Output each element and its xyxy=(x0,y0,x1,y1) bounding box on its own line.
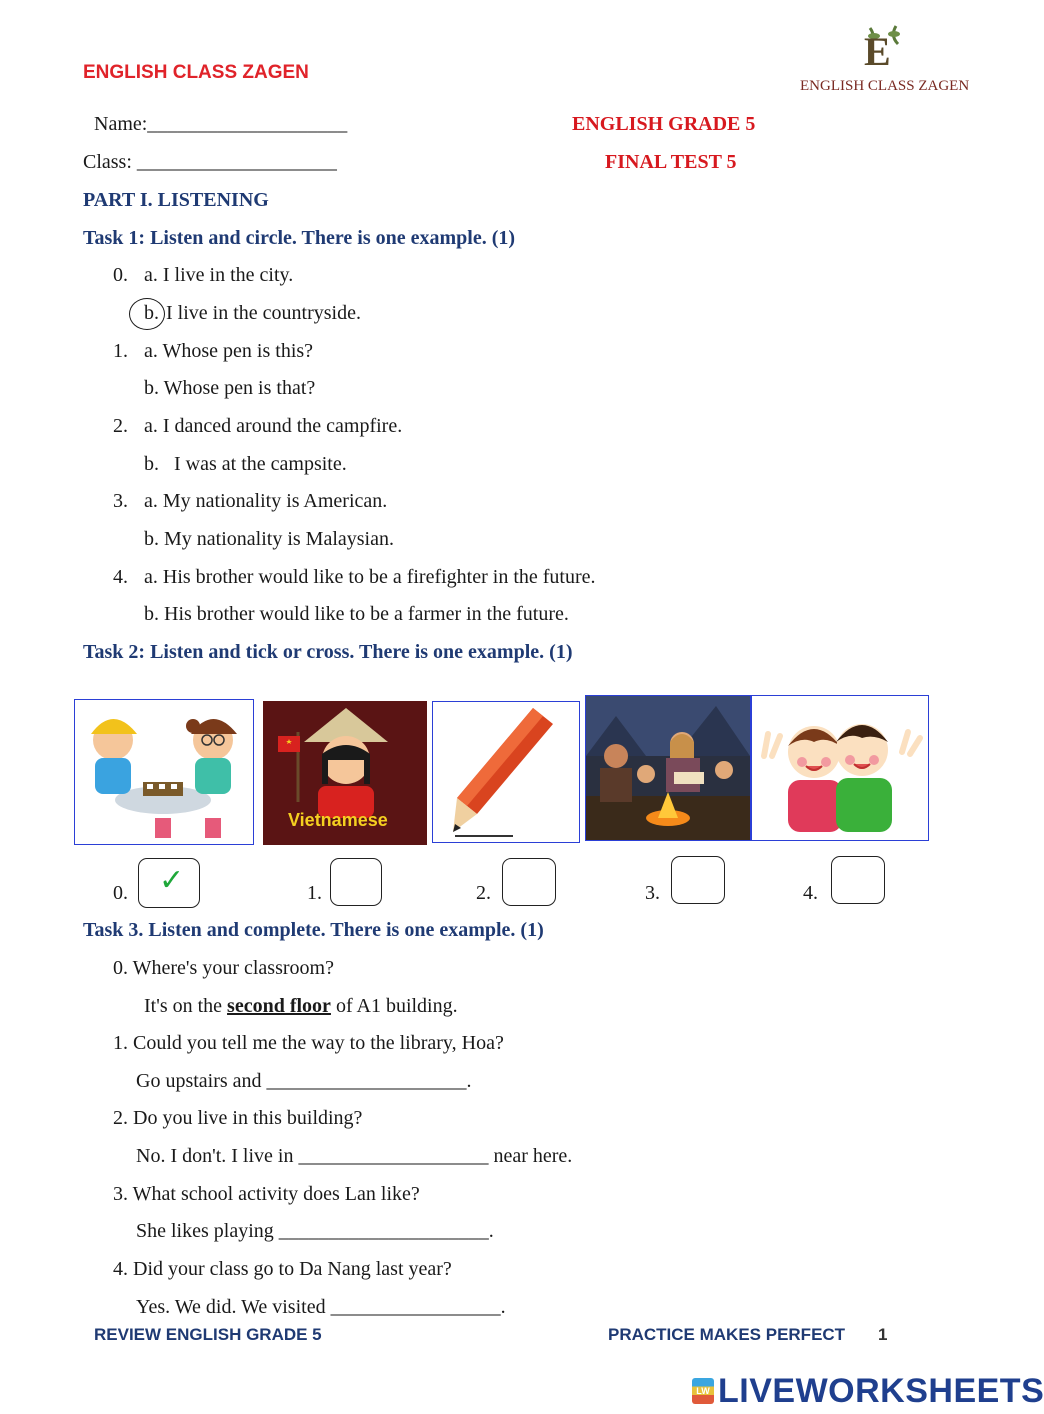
t1-item1-a[interactable]: a. Whose pen is this? xyxy=(144,340,314,362)
t2-answer-4[interactable] xyxy=(832,857,888,905)
t3-blank-2[interactable] xyxy=(314,1143,522,1169)
footer-right: PRACTICE MAKES PERFECT xyxy=(608,1325,846,1344)
image-pencil xyxy=(432,701,580,843)
t1-item0-a[interactable]: a. I live in the city. xyxy=(144,264,294,286)
t2-box-1[interactable] xyxy=(330,858,382,906)
t3-blank-1[interactable] xyxy=(278,1068,500,1094)
t3-q1: 1. Could you tell me the way to the library, Hoa? xyxy=(113,1032,504,1054)
task3-title: Task 3. Listen and complete. There is one example. (1) xyxy=(83,919,544,941)
t3-a0-pre: It's on the xyxy=(144,995,228,1017)
logo xyxy=(800,22,970,102)
image-caption: Vietnamese xyxy=(288,810,388,830)
t1-item3-a[interactable]: a. My nationality is American. xyxy=(144,490,388,512)
brand-title: ENGLISH CLASS ZAGEN xyxy=(83,62,309,83)
t2-box-0 xyxy=(138,858,200,908)
task1-title: Task 1: Listen and circle. There is one example. (1) xyxy=(83,227,516,249)
image-vietnamese-girl xyxy=(263,701,427,845)
image-friends xyxy=(751,695,929,841)
t2-answer-3[interactable] xyxy=(672,857,728,905)
liveworksheets-brand[interactable]: LIVEWORKSHEETS xyxy=(718,1372,1044,1410)
t2-answer-2[interactable] xyxy=(503,859,559,907)
t3-blank-4[interactable] xyxy=(350,1294,538,1320)
t2-label-2: 2. xyxy=(476,882,491,904)
t2-label-3: 3. xyxy=(645,882,660,904)
t3-blank-3[interactable] xyxy=(292,1218,524,1244)
t2-label-1: 1. xyxy=(307,882,322,904)
t3-q3: 3. What school activity does Lan like? xyxy=(113,1183,420,1205)
class-field[interactable]: Class: ____________________ xyxy=(83,151,337,173)
grade-title: ENGLISH GRADE 5 xyxy=(572,113,756,135)
t3-a0-post: of A1 building. xyxy=(330,995,458,1017)
t1-item3-b[interactable]: b. My nationality is Malaysian. xyxy=(144,528,394,550)
name-field[interactable]: Name:____________________ xyxy=(94,113,348,135)
t1-item2-a[interactable]: a. I danced around the campfire. xyxy=(144,415,403,437)
t1-item2-b[interactable]: b. I was at the campsite. xyxy=(144,453,347,475)
t2-box-4[interactable] xyxy=(831,856,885,904)
test-title: FINAL TEST 5 xyxy=(605,151,737,173)
t1-item1-b[interactable]: b. Whose pen is that? xyxy=(144,377,316,399)
t3-a1: Go upstairs and ____________________. xyxy=(136,1070,472,1092)
logo-text: ENGLISH CLASS ZAGEN xyxy=(800,78,970,94)
t1-item0-b-letter[interactable]: b. xyxy=(144,302,159,324)
t1-item0-num: 0. xyxy=(113,264,128,286)
t1-item4-num: 4. xyxy=(113,566,128,588)
t3-q0: 0. Where's your classroom? xyxy=(113,957,334,979)
t2-box-2[interactable] xyxy=(502,858,556,906)
task2-title: Task 2: Listen and tick or cross. There is one example. (1) xyxy=(83,641,573,663)
t1-item3-num: 3. xyxy=(113,490,128,512)
t1-item1-num: 1. xyxy=(113,340,128,362)
image-campfire xyxy=(585,695,751,841)
pencil-illustration xyxy=(433,702,579,842)
t2-answer-1[interactable] xyxy=(331,859,385,907)
check-icon: ✓ xyxy=(159,863,185,898)
t3-q2: 2. Do you live in this building? xyxy=(113,1107,363,1129)
t1-item0-b[interactable]: I live in the countryside. xyxy=(166,302,361,324)
t2-box-3[interactable] xyxy=(671,856,725,904)
t2-label-0: 0. xyxy=(113,882,128,904)
t3-a2: No. I don't. I live in ___________________ near here. xyxy=(136,1145,573,1167)
t1-item4-a[interactable]: a. His brother would like to be a firefighter in the future. xyxy=(144,566,596,588)
t1-item4-b[interactable]: b. His brother would like to be a farmer in the future. xyxy=(144,603,569,625)
image-chess xyxy=(74,699,254,845)
part1-title: PART I. LISTENING xyxy=(83,189,269,211)
footer-left: REVIEW ENGLISH GRADE 5 xyxy=(94,1325,322,1344)
liveworksheets-logo-icon: LW xyxy=(692,1378,714,1404)
campfire-illustration xyxy=(586,696,750,840)
logo-letter: E xyxy=(864,29,891,74)
friends-illustration xyxy=(752,696,928,840)
t2-label-4: 4. xyxy=(803,882,818,904)
page-number: 1 xyxy=(878,1325,888,1344)
t3-q4: 4. Did your class go to Da Nang last year? xyxy=(113,1258,452,1280)
t3-a3: She likes playing _____________________. xyxy=(136,1220,494,1242)
t3-a0-answer: second floor xyxy=(227,995,331,1017)
chess-illustration xyxy=(75,700,253,844)
t3-a4: Yes. We did. We visited _________________. xyxy=(136,1296,506,1318)
t3-a0 xyxy=(144,995,458,1018)
t1-item2-num: 2. xyxy=(113,415,128,437)
